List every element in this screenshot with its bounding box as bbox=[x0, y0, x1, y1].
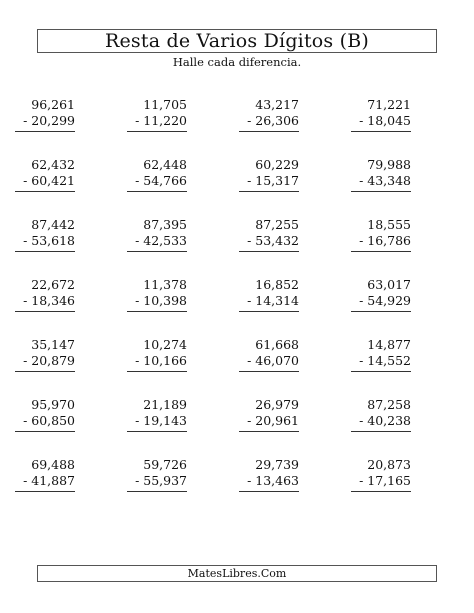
answer-line bbox=[127, 251, 187, 252]
subtrahend: - 54,929 bbox=[359, 293, 411, 308]
subtraction-problem bbox=[15, 157, 75, 192]
subtrahend: - 20,299 bbox=[23, 113, 75, 128]
answer-line bbox=[127, 311, 187, 312]
problem-row bbox=[0, 337, 474, 397]
subtrahend: - 46,070 bbox=[247, 353, 299, 368]
subtrahend: - 20,961 bbox=[247, 413, 299, 428]
minuend: 95,970 bbox=[31, 397, 75, 412]
minuend: 26,979 bbox=[255, 397, 299, 412]
subtrahend: - 55,937 bbox=[135, 473, 187, 488]
minuend: 87,258 bbox=[367, 397, 411, 412]
minuend: 62,432 bbox=[31, 157, 75, 172]
minuend: 18,555 bbox=[367, 217, 411, 232]
answer-line bbox=[239, 251, 299, 252]
subtraction-problem bbox=[239, 97, 299, 132]
answer-line bbox=[351, 311, 411, 312]
subtrahend: - 19,143 bbox=[135, 413, 187, 428]
minuend: 60,229 bbox=[255, 157, 299, 172]
subtraction-problem bbox=[15, 337, 75, 372]
subtraction-problem bbox=[15, 217, 75, 252]
footer-box bbox=[37, 565, 437, 582]
minuend: 87,255 bbox=[255, 217, 299, 232]
problem-row bbox=[0, 157, 474, 217]
problem-row bbox=[0, 457, 474, 517]
worksheet-title-box bbox=[37, 29, 437, 53]
answer-line bbox=[127, 191, 187, 192]
answer-line bbox=[15, 431, 75, 432]
minuend: 43,217 bbox=[255, 97, 299, 112]
subtraction-problem bbox=[127, 337, 187, 372]
answer-line bbox=[239, 191, 299, 192]
subtrahend: - 18,346 bbox=[23, 293, 75, 308]
answer-line bbox=[127, 371, 187, 372]
answer-line bbox=[239, 131, 299, 132]
subtraction-problem bbox=[239, 157, 299, 192]
minuend: 16,852 bbox=[255, 277, 299, 292]
subtrahend: - 18,045 bbox=[359, 113, 411, 128]
subtraction-problem bbox=[351, 457, 411, 492]
answer-line bbox=[15, 491, 75, 492]
subtraction-problem bbox=[239, 337, 299, 372]
minuend: 87,395 bbox=[143, 217, 187, 232]
subtrahend: - 54,766 bbox=[135, 173, 187, 188]
problem-row bbox=[0, 397, 474, 457]
subtraction-problem bbox=[15, 97, 75, 132]
answer-line bbox=[239, 491, 299, 492]
minuend: 96,261 bbox=[31, 97, 75, 112]
answer-line bbox=[127, 491, 187, 492]
subtraction-problem bbox=[127, 277, 187, 312]
subtraction-problem bbox=[239, 217, 299, 252]
minuend: 62,448 bbox=[143, 157, 187, 172]
subtraction-problem bbox=[15, 457, 75, 492]
problem-row bbox=[0, 277, 474, 337]
minuend: 87,442 bbox=[31, 217, 75, 232]
minuend: 69,488 bbox=[31, 457, 75, 472]
subtraction-problem bbox=[127, 217, 187, 252]
subtrahend: - 15,317 bbox=[247, 173, 299, 188]
subtraction-problem bbox=[351, 337, 411, 372]
minuend: 79,988 bbox=[367, 157, 411, 172]
minuend: 59,726 bbox=[143, 457, 187, 472]
subtraction-problem bbox=[351, 217, 411, 252]
answer-line bbox=[15, 191, 75, 192]
subtrahend: - 10,398 bbox=[135, 293, 187, 308]
answer-line bbox=[127, 431, 187, 432]
minuend: 29,739 bbox=[255, 457, 299, 472]
answer-line bbox=[351, 251, 411, 252]
minuend: 63,017 bbox=[367, 277, 411, 292]
answer-line bbox=[351, 371, 411, 372]
subtrahend: - 53,618 bbox=[23, 233, 75, 248]
subtraction-problem bbox=[351, 97, 411, 132]
minuend: 22,672 bbox=[31, 277, 75, 292]
minuend: 10,274 bbox=[143, 337, 187, 352]
worksheet-instructions: Halle cada diferencia. bbox=[172, 55, 302, 69]
subtraction-problem bbox=[239, 457, 299, 492]
minuend: 11,705 bbox=[143, 97, 187, 112]
subtraction-problem bbox=[127, 397, 187, 432]
minuend: 61,668 bbox=[255, 337, 299, 352]
problem-row bbox=[0, 97, 474, 157]
subtrahend: - 43,348 bbox=[359, 173, 411, 188]
subtrahend: - 13,463 bbox=[247, 473, 299, 488]
subtrahend: - 60,421 bbox=[23, 173, 75, 188]
answer-line bbox=[239, 371, 299, 372]
minuend: 71,221 bbox=[367, 97, 411, 112]
minuend: 11,378 bbox=[143, 277, 187, 292]
subtrahend: - 42,533 bbox=[135, 233, 187, 248]
subtraction-problem bbox=[239, 277, 299, 312]
minuend: 21,189 bbox=[143, 397, 187, 412]
answer-line bbox=[15, 251, 75, 252]
minuend: 14,877 bbox=[367, 337, 411, 352]
subtrahend: - 60,850 bbox=[23, 413, 75, 428]
subtraction-problem bbox=[15, 397, 75, 432]
answer-line bbox=[351, 131, 411, 132]
subtrahend: - 11,220 bbox=[135, 113, 187, 128]
minuend: 35,147 bbox=[31, 337, 75, 352]
subtrahend: - 17,165 bbox=[359, 473, 411, 488]
subtrahend: - 14,314 bbox=[247, 293, 299, 308]
subtraction-problem bbox=[15, 277, 75, 312]
minuend: 20,873 bbox=[367, 457, 411, 472]
subtrahend: - 41,887 bbox=[23, 473, 75, 488]
subtrahend: - 16,786 bbox=[359, 233, 411, 248]
subtraction-problem bbox=[351, 397, 411, 432]
subtrahend: - 20,879 bbox=[23, 353, 75, 368]
subtraction-problem bbox=[127, 97, 187, 132]
subtraction-problem bbox=[127, 157, 187, 192]
answer-line bbox=[351, 431, 411, 432]
answer-line bbox=[127, 131, 187, 132]
subtraction-problem bbox=[351, 277, 411, 312]
subtraction-problem bbox=[239, 397, 299, 432]
worksheet-title: Resta de Varios Dígitos (B) bbox=[104, 30, 370, 52]
answer-line bbox=[15, 131, 75, 132]
answer-line bbox=[239, 431, 299, 432]
footer-site-name: MatesLibres.Com bbox=[187, 567, 287, 580]
subtrahend: - 53,432 bbox=[247, 233, 299, 248]
answer-line bbox=[351, 491, 411, 492]
answer-line bbox=[15, 371, 75, 372]
subtrahend: - 14,552 bbox=[359, 353, 411, 368]
subtrahend: - 26,306 bbox=[247, 113, 299, 128]
subtrahend: - 40,238 bbox=[359, 413, 411, 428]
answer-line bbox=[15, 311, 75, 312]
answer-line bbox=[239, 311, 299, 312]
subtrahend: - 10,166 bbox=[135, 353, 187, 368]
problem-row bbox=[0, 217, 474, 277]
answer-line bbox=[351, 191, 411, 192]
subtraction-problem bbox=[351, 157, 411, 192]
subtraction-problem bbox=[127, 457, 187, 492]
